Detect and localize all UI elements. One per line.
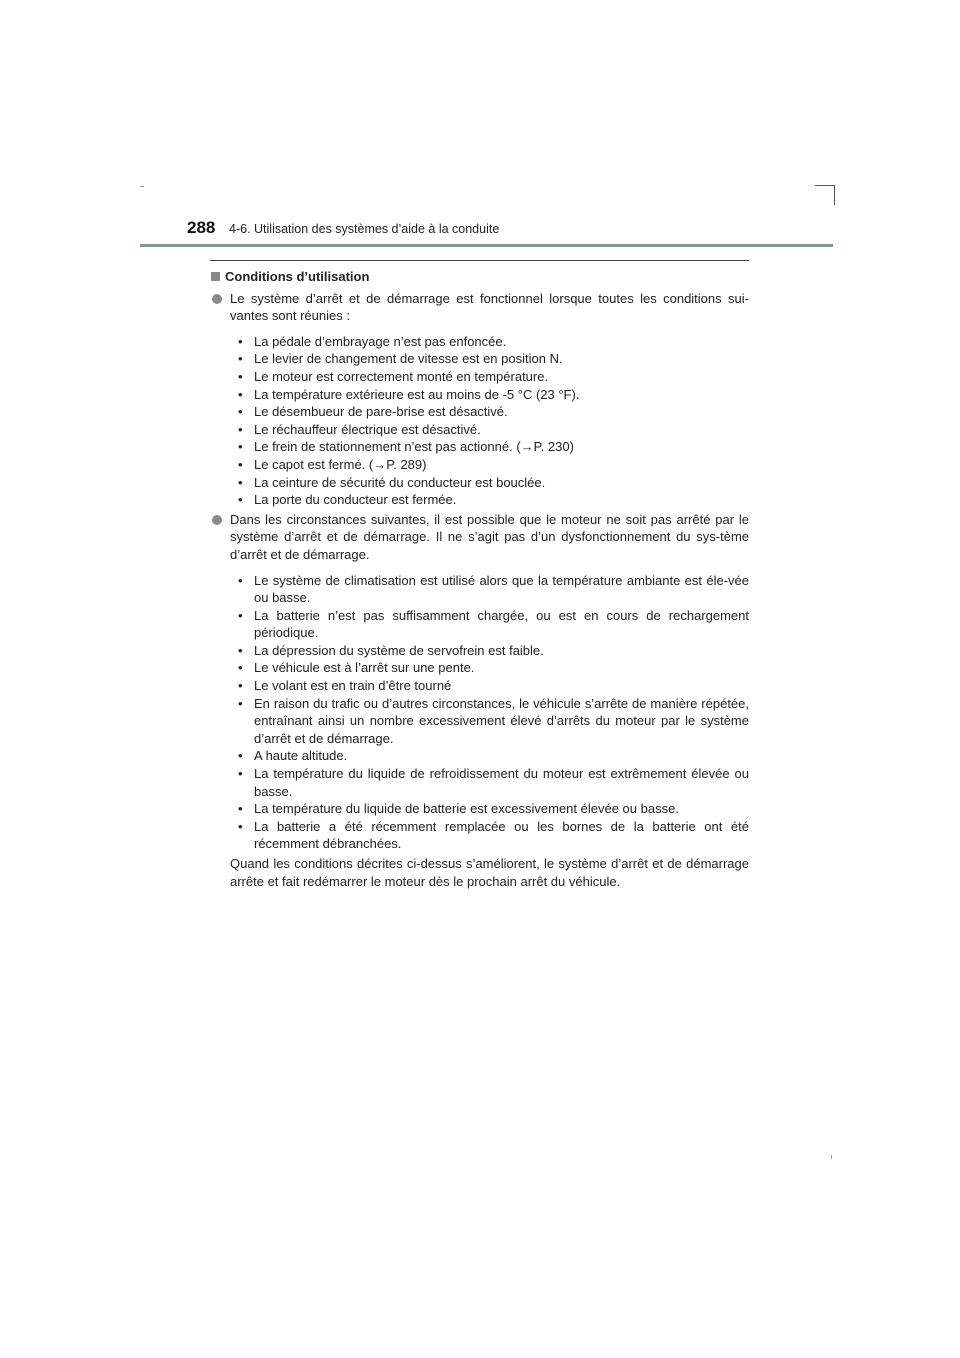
- list-item: • La porte du conducteur est fermée.: [230, 491, 749, 509]
- circle-bullet-icon: [212, 294, 222, 304]
- running-header: 4-6. Utilisation des systèmes d’aide à la conduite: [229, 222, 500, 236]
- section-title: Conditions d’utilisation: [225, 269, 370, 284]
- list-item: • La batterie n’est pas suffisamment chargée, ou est en cours de rechargement périodique.: [230, 607, 749, 642]
- page-content: [210, 268, 749, 890]
- list-item: • La pédale d’embrayage n’est pas enfoncée.: [230, 333, 749, 351]
- section-heading: [210, 268, 749, 286]
- list-item: • Le moteur est correctement monté en température.: [230, 368, 749, 386]
- paragraph-text: Dans les circonstances suivantes, il est possible que le moteur ne soit pas arrêté par le système d’arrêt et de démarrage. Il ne s’agit pas d’un dysfonctionnement du sys-tème d’arrêt et de démarrage.: [230, 511, 749, 562]
- list-item: • Le levier de changement de vitesse est en position N.: [230, 350, 749, 368]
- closing-paragraph: Quand les conditions décrites ci-dessus s’améliorent, le système d’arrêt et de démarrage arrête et fait redémarrer le moteur dès le prochain arrêt du véhicule.: [230, 856, 749, 889]
- paragraph: [210, 511, 749, 564]
- list-item: • En raison du trafic ou d’autres circonstances, le véhicule s’arrête de manière répétée, entraînant ainsi un nombre excessivement élevé d’arrêts du moteur par le système d’arrêt et de démarrage.: [230, 695, 749, 748]
- list-item: • Le capot est fermé. (→P. 289): [230, 456, 749, 474]
- list-item: • La batterie a été récemment remplacée ou les bornes de la batterie ont été récemment débranchées.: [230, 818, 749, 853]
- list-item: • A haute altitude.: [230, 747, 749, 765]
- paragraph: [210, 290, 749, 325]
- list-item: • Le véhicule est à l’arrêt sur une pente.: [230, 659, 749, 677]
- square-bullet-icon: [211, 272, 220, 281]
- crop-tick: [831, 1155, 832, 1159]
- page-number: 288: [187, 218, 216, 237]
- list-item: • Le désembueur de pare-brise est désactivé.: [230, 403, 749, 421]
- paragraph-text: Le système d’arrêt et de démarrage est fonctionnel lorsque toutes les conditions sui-vantes sont réunies :: [230, 290, 749, 324]
- list-item: • La température du liquide de refroidissement du moteur est extrêmement élevée ou basse.: [230, 765, 749, 800]
- list-item: • La dépression du système de servofrein est faible.: [230, 642, 749, 660]
- crop-tick: [140, 186, 144, 187]
- crop-mark: [834, 185, 835, 205]
- circumstances-list: [210, 572, 749, 854]
- circle-bullet-icon: [212, 515, 222, 525]
- list-item: • Le système de climatisation est utilisé alors que la température ambiante est éle-vée ou basse.: [230, 572, 749, 607]
- list-item: • La ceinture de sécurité du conducteur est bouclée.: [230, 474, 749, 492]
- header-rule: [140, 244, 833, 247]
- section-rule: [210, 260, 749, 261]
- crop-mark: [815, 185, 835, 186]
- list-item: • La température du liquide de batterie est excessivement élevée ou basse.: [230, 800, 749, 818]
- list-item: • La température extérieure est au moins de -5 °C (23 °F).: [230, 386, 749, 404]
- list-item: • Le frein de stationnement n’est pas actionné. (→P. 230): [230, 438, 749, 456]
- conditions-list: [210, 333, 749, 509]
- list-item: • Le volant est en train d’être tourné: [230, 677, 749, 695]
- list-item: • Le réchauffeur électrique est désactivé.: [230, 421, 749, 439]
